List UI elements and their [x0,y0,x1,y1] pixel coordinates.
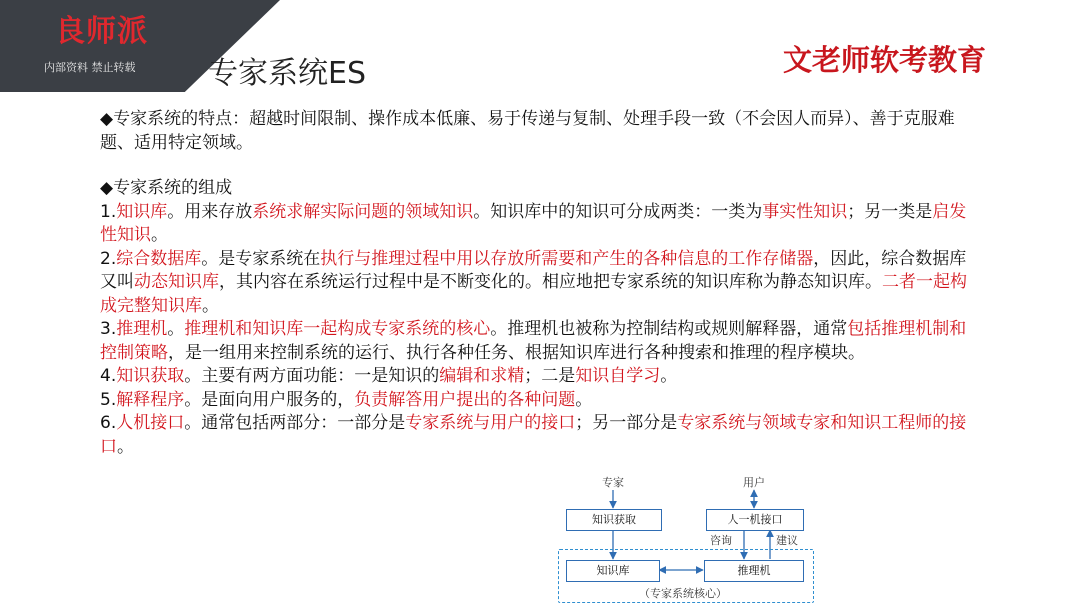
expert-system-diagram [556,470,816,606]
body-text: ，是一组用来控制系统的运行、执行各种任务、根据知识库进行各种搜索和推理的程序模块。 [168,342,865,363]
highlight-text: 推理机 [116,319,168,339]
composition-heading: ◆专家系统的组成 [100,178,233,198]
expert-label: 专家 [602,476,624,489]
body-text: 3. [100,319,117,339]
highlight-text: 推理机和知识库一起构成专家系统的核心 [184,319,491,339]
body-text: 。 [151,225,168,245]
body-text: 6. [100,413,117,433]
composition-list [100,201,980,460]
body-text: ；另一类是 [847,201,933,222]
highlight-text: 启发性知识 [100,201,967,245]
composition-item [100,365,980,389]
body-text: ，其内容在系统运行过程中是不断变化的。相应地把专家系统的知识库称为静态知识库。 [219,272,882,292]
highlight-text: 动态知识库 [134,272,219,292]
body-text: ；二是 [524,366,576,386]
body-text: 。推理机也被称为控制结构或规则解释器，通常 [490,319,848,339]
highlight-text: 负责解答用户提出的各种问题 [354,389,576,410]
highlight-text: 包括推理机制和控制策略 [100,319,967,363]
body-text: 。 [167,319,185,339]
body-text: 。 [660,366,678,386]
composition-item [100,412,980,459]
user-label: 用户 [743,476,765,489]
highlight-text: 知识自学习 [575,366,661,386]
highlight-text: 系统求解实际问题的领域知识 [252,201,474,222]
body-text: ；另一部分是 [575,413,678,433]
highlight-text: 事实性知识 [762,201,848,222]
highlight-text: 专家系统与用户的接口 [405,413,576,433]
features-paragraph: ◆专家系统的特点：超越时间限制、操作成本低廉、易于传递与复制、处理手段一致（不会因人而异）、善于克服难题、适用特定领域。 [100,109,955,153]
knowledge-acquisition-box: 知识获取 [566,509,662,531]
highlight-text: 人机接口 [116,413,185,433]
body-text: 1. [100,201,117,222]
body-text: 5. [100,389,117,410]
body-text: 。 [117,436,134,457]
body-text: 2. [100,248,117,269]
highlight-text: 二者一起构成完整知识库 [100,272,967,316]
highlight-text: 解释程序 [116,389,185,410]
body-text: 4. [100,366,117,386]
composition-item [100,201,980,248]
body-text: 。 [202,295,219,316]
body-text: 。知识库中的知识可分成两类：一类为 [473,201,763,222]
composition-item [100,248,980,319]
highlight-text: 知识获取 [116,366,185,386]
highlight-text: 知识库 [116,201,168,222]
body-text: 。用来存放 [167,201,253,222]
highlight-text: 执行与推理过程中用以存放所需要和产生的各种信息的工作存储器 [320,248,814,269]
core-label: （专家系统核心） [639,587,727,600]
highlight-text: 编辑和求精 [439,366,525,386]
slide-content [100,108,980,459]
highlight-text: 综合数据库 [116,248,202,269]
composition-item [100,389,980,413]
body-text: 。 [575,389,593,410]
logo: 良师派 [55,14,148,49]
body-text: 。主要有两方面功能：一是知识的 [184,366,440,386]
highlight-text: 专家系统与领域专家和知识工程师的接口 [100,413,967,457]
hci-box: 人一机接口 [706,509,804,531]
body-text: ，因此，综合数据库又叫 [100,248,967,292]
page-title: 专家系统ES [208,56,366,91]
inference-engine-box: 推理机 [704,560,804,582]
knowledge-base-box: 知识库 [566,560,660,582]
internal-note: 内部资料 禁止转载 [44,61,136,74]
consult-label: 咨询 [710,534,732,547]
body-text: 。是专家系统在 [201,248,321,269]
body-text: 。通常包括两部分：一部分是 [184,413,406,433]
composition-item [100,318,980,365]
suggest-label: 建议 [776,534,798,547]
body-text: 。是面向用户服务的， [184,389,355,410]
brand-name: 文老师软考教育 [782,43,986,77]
